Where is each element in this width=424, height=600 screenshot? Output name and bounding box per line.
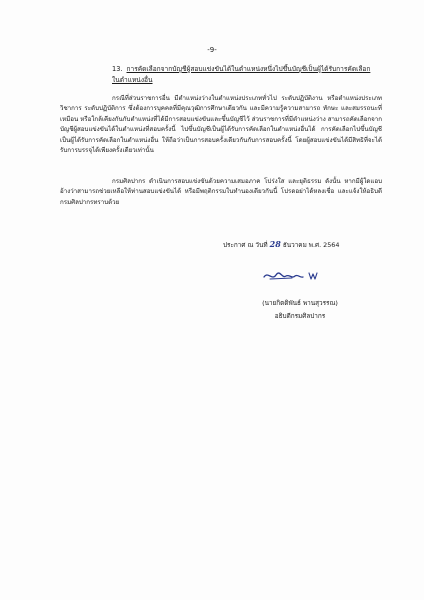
section-heading-line2: ในตำแหน่งอื่น	[112, 76, 153, 84]
page-number: -9-	[207, 46, 217, 54]
announcement-month-year: ธันวาคม พ.ศ. 2564	[282, 241, 340, 249]
signatory-title: อธิบดีกรมศิลปากร	[274, 312, 326, 320]
handwritten-day: 28	[269, 239, 281, 249]
signatory-name: (นายกิตติพันธ์ พานสุวรรณ)	[262, 299, 338, 307]
section-number: 13.	[112, 65, 123, 73]
paragraph-2	[60, 177, 382, 208]
announcement-prefix: ประกาศ ณ วันที่	[223, 241, 268, 249]
section-heading-line1: การคัดเลือกจากบัญชีผู้สอบแข่งขันได้ในตำแหน่งหนึ่งไปขึ้นบัญชีเป็นผู้ได้รับการคัดเลือก	[126, 65, 371, 73]
announcement-date	[223, 239, 339, 250]
paragraph-1	[60, 94, 382, 156]
paragraph-1-text: กรณีที่ส่วนราชการอื่น มีตำแหน่งว่างในตำแหน่งประเภททั่วไป ระดับปฏิบัติงาน หรือตำแหน่งประเภทวิชาการ ระดับปฏิบัติการ ซึ่งต้องการบุคคลที่มีคุณวุฒิการศึกษาเดียวกัน และมีความรู้ความสามารถ ทักษะ และสมรรถนะที่เหมือน หรือใกล้เคียงกันกับตำแหน่งที่ได้มีการสอบแข่งขันและขึ้นบัญชีไว้ ส่วนราชการที่มีตำแหน่งว่าง สามารถคัดเลือกจากบัญชีผู้สอบแข่งขันได้ในตำแหน่งที่สอบครั้งนี้ ไปขึ้นบัญชีเป็นผู้ได้รับการคัดเลือกในตำแหน่งอื่นได้ การคัดเลือกไปขึ้นบัญชีเป็นผู้ได้รับการคัดเลือกในตำแหน่งอื่น ให้ถือว่าเป็นการสอบครั้งเดียวกันกับการสอบครั้งนี้ โดยผู้สอบแข่งขันได้มีสิทธิที่จะได้รับการบรรจุได้เพียงครั้งเดียวเท่านั้น	[60, 95, 382, 155]
paragraph-2-text: กรมศิลปากร ดำเนินการสอบแข่งขันด้วยความเสมอภาค โปร่งใส และยุติธรรม ดังนั้น หากมีผู้ใดแอบอ้างว่าสามารถช่วยเหลือให้ท่านสอบแข่งขันได้ หรือมีพฤติกรรมในทำนองเดียวกันนี้ โปรดอย่าได้หลงเชื่อ และแจ้งให้อธิบดีกรมศิลปากรทราบด้วย	[60, 178, 382, 206]
handwritten-signature	[262, 267, 322, 285]
section-heading	[112, 64, 382, 86]
